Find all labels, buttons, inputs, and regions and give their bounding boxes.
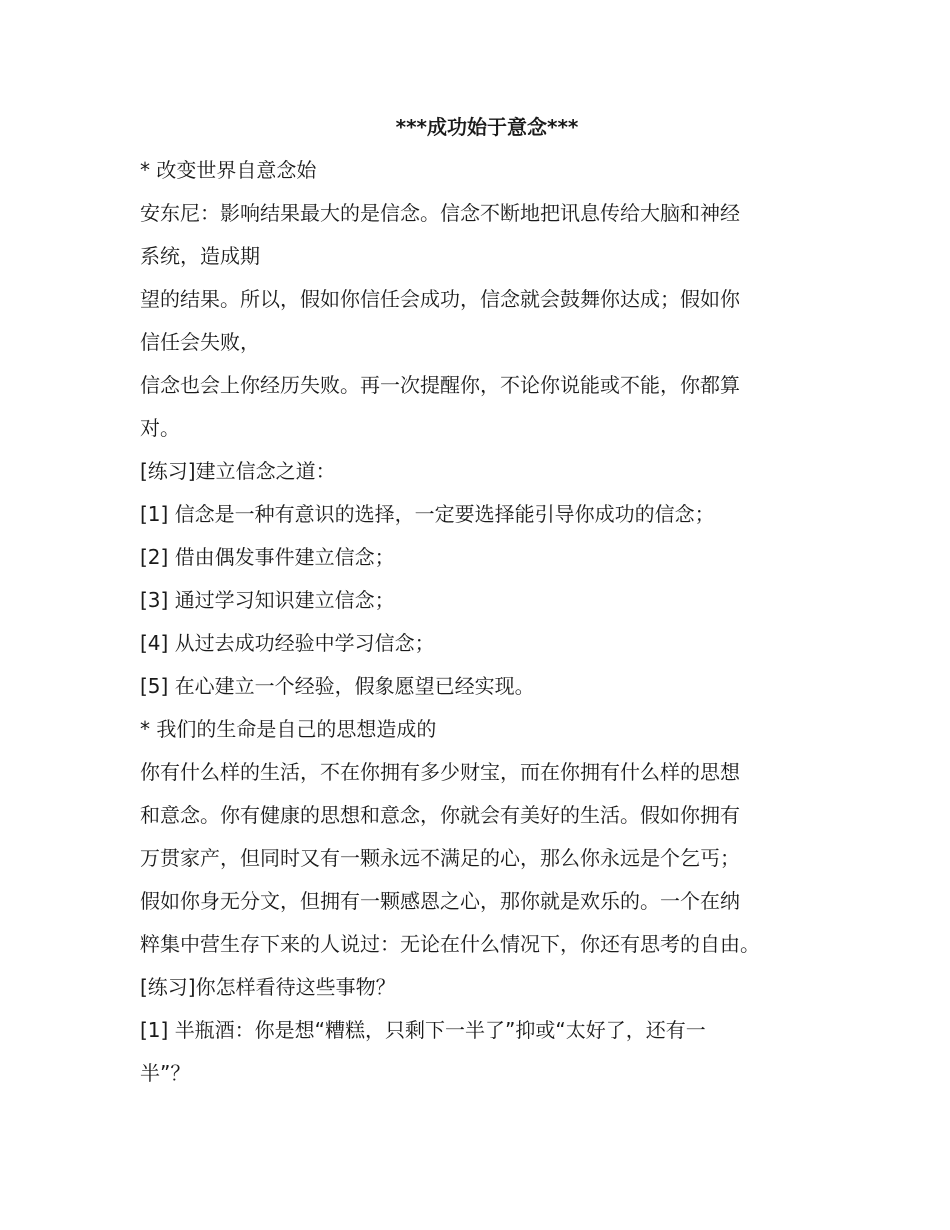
exercise-item: [2] 借由偶发事件建立信念； — [140, 545, 395, 569]
paragraph-line: 万贯家产，但同时又有一颗永远不满足的心，那么你永远是个乞丐； — [140, 846, 740, 870]
document-page — [140, 106, 820, 1095]
section-heading-mind-change: * 改变世界自意念始 — [140, 158, 317, 182]
exercise-item: [3] 通过学习知识建立信念； — [140, 588, 395, 612]
paragraph-line: 你有什么样的生活，不在你拥有多少财宝，而在你拥有什么样的思想 — [140, 760, 740, 784]
document-title: ***成功始于意念*** — [395, 115, 579, 139]
paragraph-line: 信任会失败， — [140, 330, 260, 354]
paragraph-line: 粹集中营生存下来的人说过：无论在什么情况下，你还有思考的自由。 — [140, 932, 760, 956]
paragraph-line: 和意念。你有健康的思想和意念，你就会有美好的生活。假如你拥有 — [140, 803, 740, 827]
paragraph-line: 安东尼：影响结果最大的是信念。信念不断地把讯息传给大脑和神经 — [140, 201, 740, 225]
exercise-item: [1] 信念是一种有意识的选择，一定要选择能引导你成功的信念； — [140, 502, 715, 526]
paragraph-line: 望的结果。所以，假如你信任会成功，信念就会鼓舞你达成；假如你 — [140, 287, 740, 311]
exercise-item: [1] 半瓶酒：你是想“糟糕，只剩下一半了”抑或“太好了，还有一 — [140, 1018, 706, 1042]
exercise-item: [4] 从过去成功经验中学习信念； — [140, 631, 435, 655]
paragraph-line: 系统，造成期 — [140, 244, 260, 268]
paragraph-line: 信念也会上你经历失败。再一次提醒你，不论你说能或不能，你都算 — [140, 373, 740, 397]
exercise-item: [5] 在心建立一个经验，假象愿望已经实现。 — [140, 674, 535, 698]
paragraph-line: 对。 — [140, 416, 180, 440]
paragraph-line: 假如你身无分文，但拥有一颗感恩之心，那你就是欢乐的。一个在纳 — [140, 889, 740, 913]
exercise-item: 半”？ — [140, 1061, 191, 1085]
exercise-heading: [练习]建立信念之道： — [140, 459, 336, 483]
exercise-heading: [练习]你怎样看待这些事物？ — [140, 975, 396, 999]
section-heading-life-thoughts: * 我们的生命是自己的思想造成的 — [140, 717, 437, 741]
